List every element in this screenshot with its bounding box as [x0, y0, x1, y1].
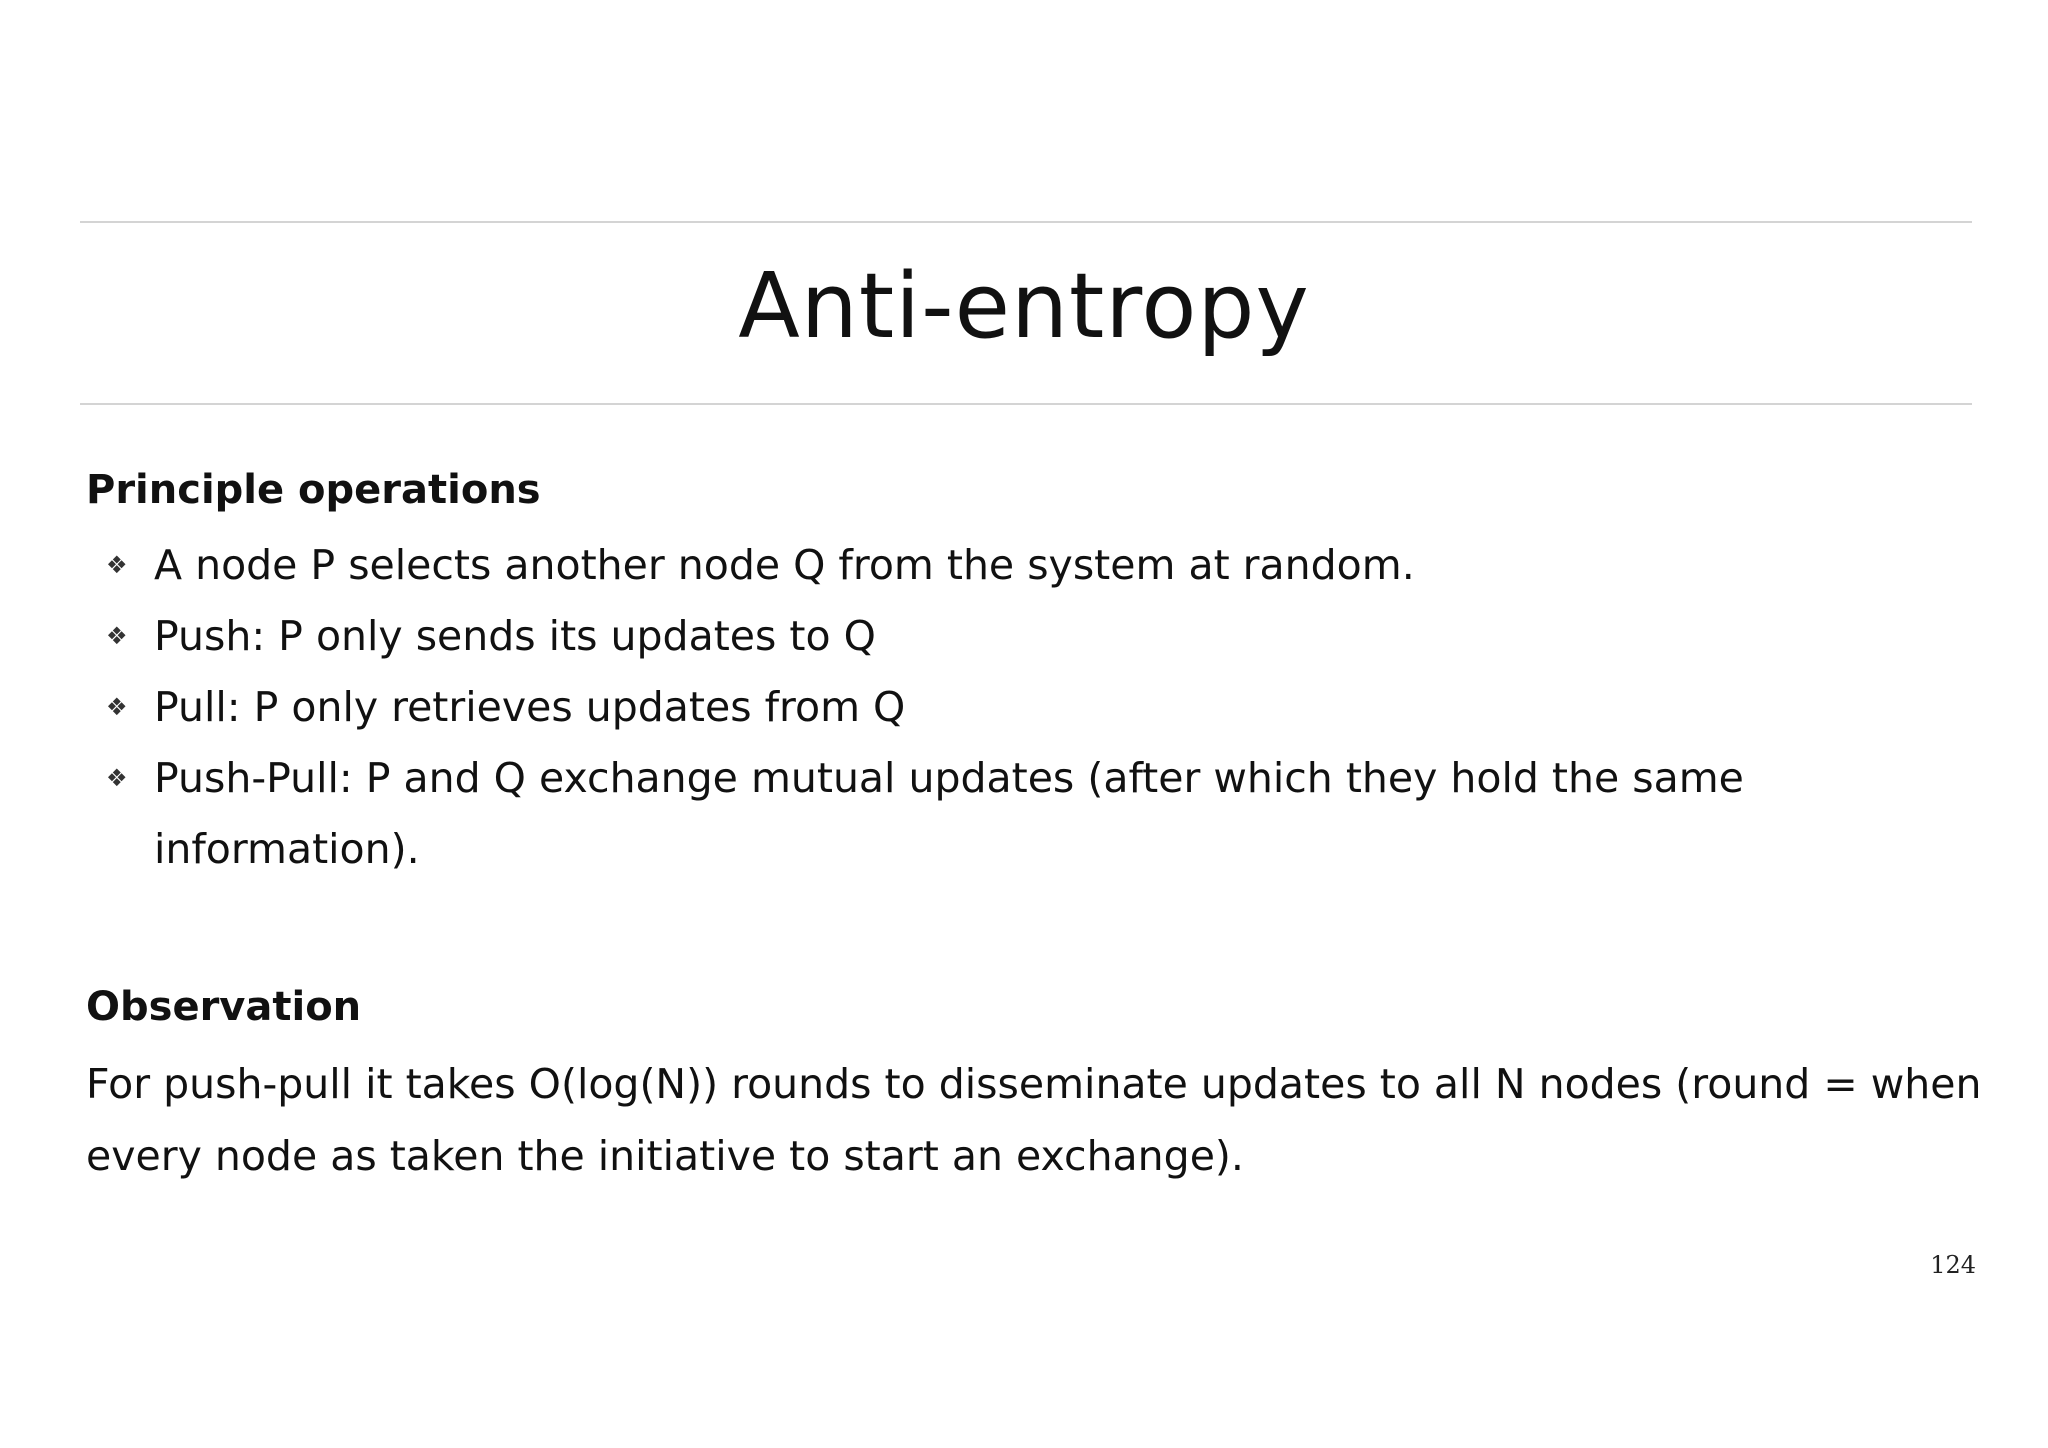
bullet-text: Pull: P only retrieves updates from Q [154, 683, 906, 731]
title-bottom-rule [80, 403, 1972, 405]
bullet-text: A node P selects another node Q from the system at random. [154, 541, 1415, 589]
page-number: 124 [1930, 1251, 1976, 1279]
slide-title: Anti-entropy [738, 254, 1310, 359]
diamond-bullet-icon: ❖ [106, 693, 128, 721]
title-top-rule [80, 221, 1972, 223]
bullet-item [86, 530, 1906, 601]
section-heading-principle: Principle operations [86, 467, 541, 513]
diamond-bullet-icon: ❖ [106, 764, 128, 792]
observation-text: For push-pull it takes O(log(N)) rounds to disseminate updates to all N nodes (round = when every node as taken the initiative to start an exchange). [86, 1060, 1982, 1180]
section-heading-observation: Observation [86, 984, 362, 1030]
bullet-text: Push-Pull: P and Q exchange mutual updates (after which they hold the same information). [154, 754, 1744, 873]
bullet-list [86, 530, 1906, 885]
bullet-text: Push: P only sends its updates to Q [154, 612, 876, 660]
bullet-item [86, 601, 1906, 672]
diamond-bullet-icon: ❖ [106, 551, 128, 579]
bullet-item [86, 672, 1906, 743]
bullet-item [86, 743, 1906, 885]
diamond-bullet-icon: ❖ [106, 622, 128, 650]
